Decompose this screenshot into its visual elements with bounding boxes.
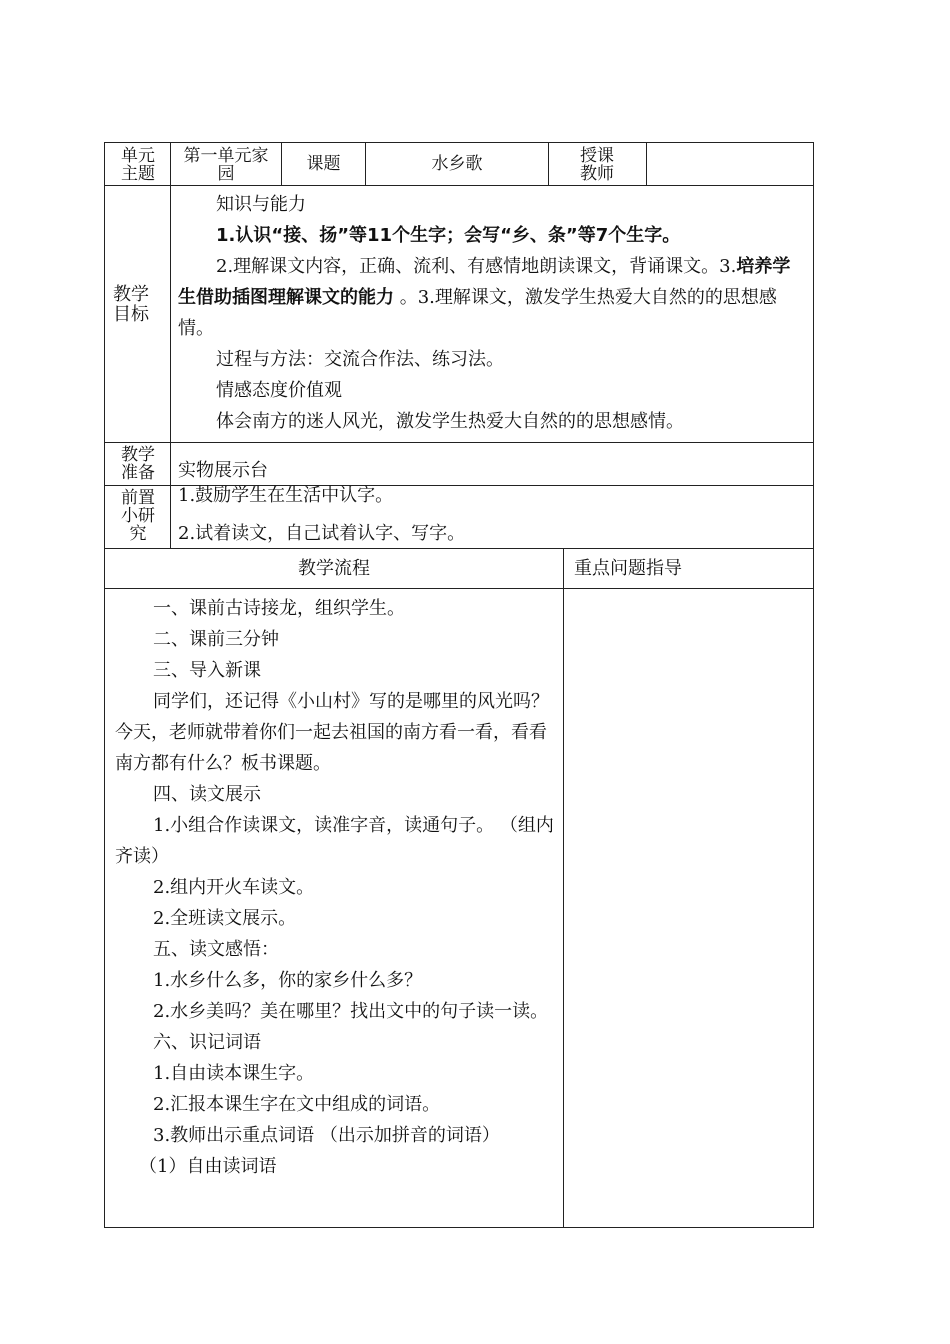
flow-paragraph: 二、课前三分钟 [153,629,279,650]
goal-2-bold: 培养学生借助插图理解课文的能力 [178,256,791,308]
emotion-heading: 情感态度价值观 [216,380,342,401]
flow-paragraph: （1）自由读词语 [139,1156,277,1177]
process-method: 过程与方法：交流合作法、练习法。 [216,349,504,370]
flow-paragraph: 3.教师出示重点词语 （出示加拼音的词语） [153,1125,500,1146]
goal-2 [178,251,808,344]
table-border-bottom [104,1227,814,1228]
unit-theme-value: 第一单元家园 [183,146,269,184]
flow-column-divider [563,548,564,1228]
flow-paragraph: 2.组内开火车读文。 [153,877,315,898]
objectives-label: 教学目标 [113,284,149,325]
table-border-left [104,142,105,1228]
pre-study-item-1: 1.鼓励学生在生活中认字。 [178,485,394,506]
table-border-top [104,142,814,143]
lesson-title: 水乡歌 [431,154,483,174]
flow-paragraph: 2.汇报本课生字在文中组成的词语。 [153,1094,441,1115]
flow-paragraph: 1.自由读本课生字。 [153,1063,315,1084]
pre-study-label: 前置小研究 [121,488,155,544]
flow-paragraph: 三、导入新课 [153,660,261,681]
preparation-label: 教学准备 [121,445,155,483]
flow-paragraph: 一、课前古诗接龙，组织学生。 [153,598,405,619]
row-divider [104,548,814,549]
unit-theme-label: 单元主题 [121,146,155,184]
flow-paragraph: 六、识记词语 [153,1032,261,1053]
focus-column-header: 重点问题指导 [574,558,682,579]
goal-2-text: 2.理解课文内容，正确、流利、有感情地朗读课文，背诵课文。3. [216,256,737,277]
pre-study-item-2: 2.试着读文，自己试着认字、写字。 [178,523,466,544]
flow-column-header: 教学流程 [298,558,370,579]
flow-paragraph: 四、读文展示 [153,784,261,805]
emotion-text: 体会南方的迷人风光，激发学生热爱大自然的的思想感情。 [216,411,684,432]
flow-paragraph: 1.小组合作读课文，读准字音，读通句子。 （组内齐读） [115,815,554,867]
flow-paragraph: 五、读文感悟： [153,939,279,960]
knowledge-heading: 知识与能力 [216,194,306,215]
table-border-right [813,142,814,1228]
label-column-divider [170,142,171,548]
objectives-content [178,189,808,437]
row-divider [104,185,814,186]
teaching-flow [115,593,555,1182]
goal-1: 1.认识“接、扬”等11个生字；会写“乡、条”等7个生字。 [216,225,681,246]
header-divider [548,142,549,185]
goal-2-tail: 。3.理解课文，激发学生热爱大自然的的思想感情。 [178,287,777,339]
flow-paragraph: 1.水乡什么多，你的家乡什么多？ [153,970,423,991]
preparation-value: 实物展示台 [178,460,268,481]
flow-paragraph: 2.全班读文展示。 [153,908,297,929]
row-divider [104,588,814,589]
teacher-label: 授课教师 [580,146,614,184]
row-divider [104,442,814,443]
flow-paragraph: 同学们，还记得《小山村》写的是哪里的风光吗？今天，老师就带着你们一起去祖国的南方看一看，看看南方都有什么？板书课题。 [115,691,549,774]
lesson-label: 课题 [306,154,341,174]
flow-paragraph: 2.水乡美吗？美在哪里？找出文中的句子读一读。 [153,1001,549,1022]
header-divider [646,142,647,185]
